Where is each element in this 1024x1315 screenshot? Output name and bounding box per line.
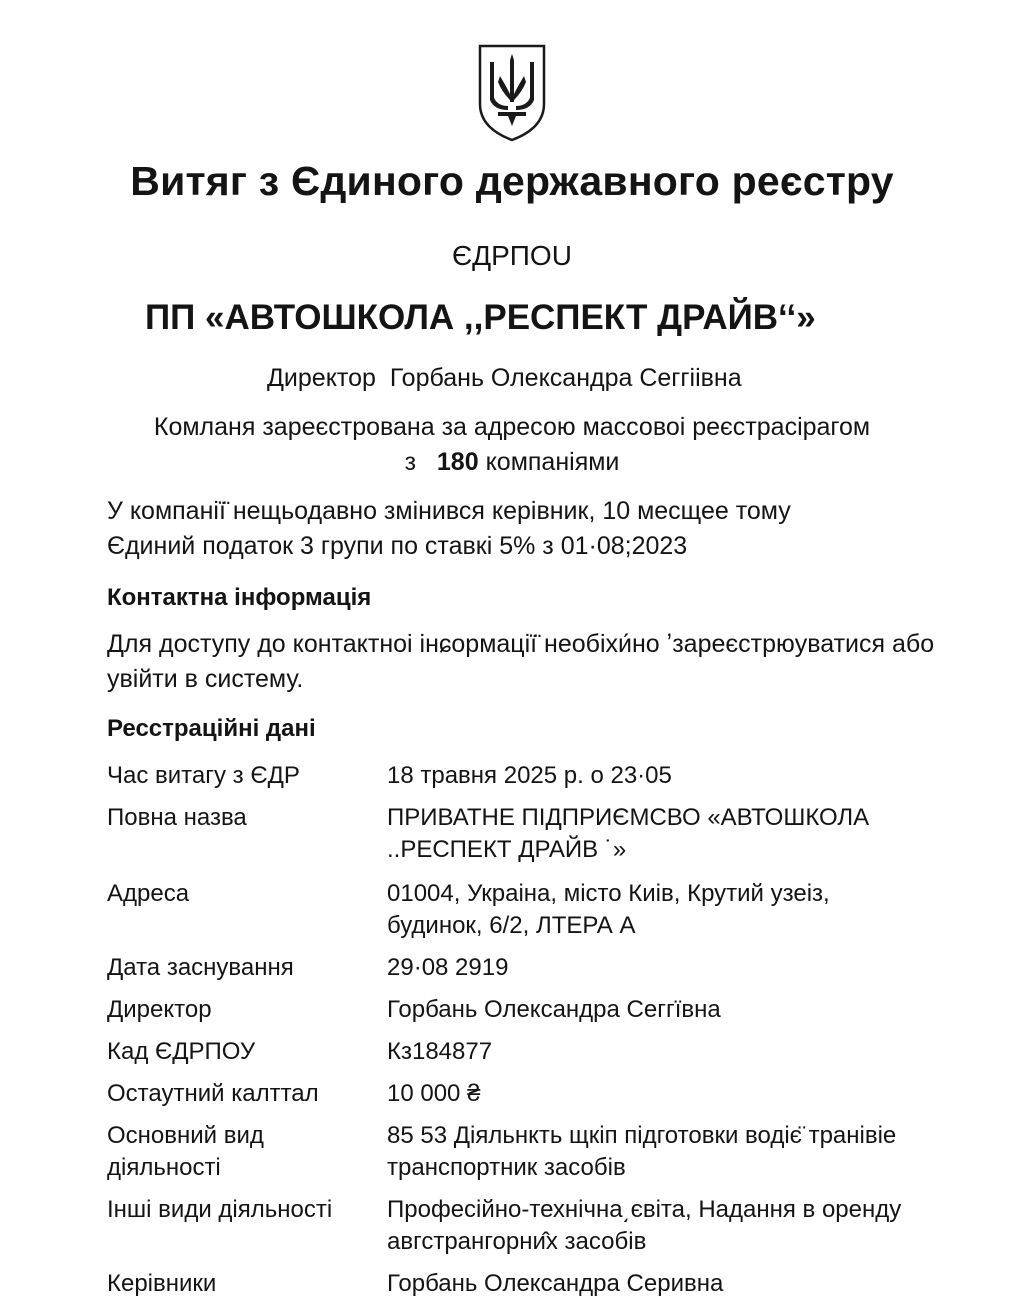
row-label: Керівники bbox=[107, 1270, 217, 1297]
row-value: 85 53 Діяльнкть щкіп підготовки водіє̈ транівіе транспортник засобів bbox=[387, 1122, 897, 1181]
row-value: 29·08 2919 bbox=[387, 954, 509, 981]
registration-count-prefix: з bbox=[404, 448, 417, 476]
table-row bbox=[107, 1268, 957, 1300]
change-notice bbox=[107, 494, 791, 564]
row-label: Остаутний калттал bbox=[107, 1080, 319, 1107]
row-value: Горбань Олександра Сеггївна bbox=[387, 996, 721, 1023]
row-value: 18 травня 2025 р. о 23·05 bbox=[387, 762, 672, 789]
director-line bbox=[267, 364, 742, 393]
row-value: Професійно-технічна͵євіта, Надання в оренду авгстрангорни̂х засобів bbox=[387, 1196, 902, 1255]
row-label: Повна назва bbox=[107, 804, 247, 831]
registration-notice-text: Комланя зареєстрована за адресою массовоі реєстрасірагом bbox=[153, 413, 871, 441]
row-value: ПРИВАТНЕ ПІДПРИЄМСВО «АВТОШКОЛА ..РЕСПЕКТ ДРАЙВ ˙» bbox=[387, 804, 870, 863]
company-name: ПП «АВТОШКОЛА ,,РЕСПЕКТ ДРАЙВ‘‘» bbox=[145, 298, 816, 337]
row-label: Інші види діяльності bbox=[107, 1196, 333, 1223]
table-row bbox=[107, 952, 957, 984]
row-label: Час витагу з ЄДР bbox=[107, 762, 300, 789]
row-value: 10 000 ₴ bbox=[387, 1080, 481, 1107]
row-label: Адреса bbox=[107, 880, 190, 907]
change-notice-line: У компанії̈ нещьодавно змінився керівник, 10 месщее тому bbox=[107, 497, 791, 525]
registration-table bbox=[107, 760, 957, 1300]
registration-count-suffix: компаніями bbox=[485, 448, 620, 476]
row-label: Основний вид діяльності bbox=[107, 1122, 264, 1181]
director-label: Директор bbox=[267, 364, 376, 392]
row-value: Горбань Олександра Серивна bbox=[387, 1270, 724, 1297]
table-row bbox=[107, 1036, 957, 1068]
document-subtitle: ЄДРПОU bbox=[452, 240, 572, 271]
director-name: Горбань Олександра Сеггіівна bbox=[389, 364, 742, 392]
document-title: Витяг з Єдиного державного реєстру bbox=[130, 158, 894, 204]
registration-count: 180 bbox=[436, 448, 479, 476]
tax-notice-line: Єдиний податок 3 групи по ставкі 5% з 01·08;2023 bbox=[107, 532, 688, 560]
table-row bbox=[107, 994, 957, 1026]
row-label: Директор bbox=[107, 996, 212, 1023]
table-row bbox=[107, 1120, 957, 1184]
registration-notice bbox=[0, 410, 1024, 480]
table-row bbox=[107, 878, 957, 942]
row-label: Дата заснування bbox=[107, 954, 294, 981]
contact-text: Для доступу до контактноі інɕормації̈ необіхи́но ʼзареєстрюуватися або увійти в систему. bbox=[107, 630, 935, 693]
trident-icon bbox=[476, 42, 548, 142]
table-row bbox=[107, 1194, 957, 1258]
contact-heading: Контактна інформація bbox=[107, 584, 372, 611]
table-row bbox=[107, 802, 957, 866]
table-row bbox=[107, 1078, 957, 1110]
row-label: Кад ЄДРПОУ bbox=[107, 1038, 256, 1065]
registration-count-line bbox=[0, 445, 1024, 480]
table-row bbox=[107, 760, 957, 792]
row-value: Кз184877 bbox=[387, 1038, 493, 1065]
registration-heading: Ресстраційні дані bbox=[107, 715, 316, 742]
row-value: 01004, Украіна, місто Киів, Крутий узеіз, будинок, 6/2, ЛТЕРА А bbox=[387, 880, 830, 939]
